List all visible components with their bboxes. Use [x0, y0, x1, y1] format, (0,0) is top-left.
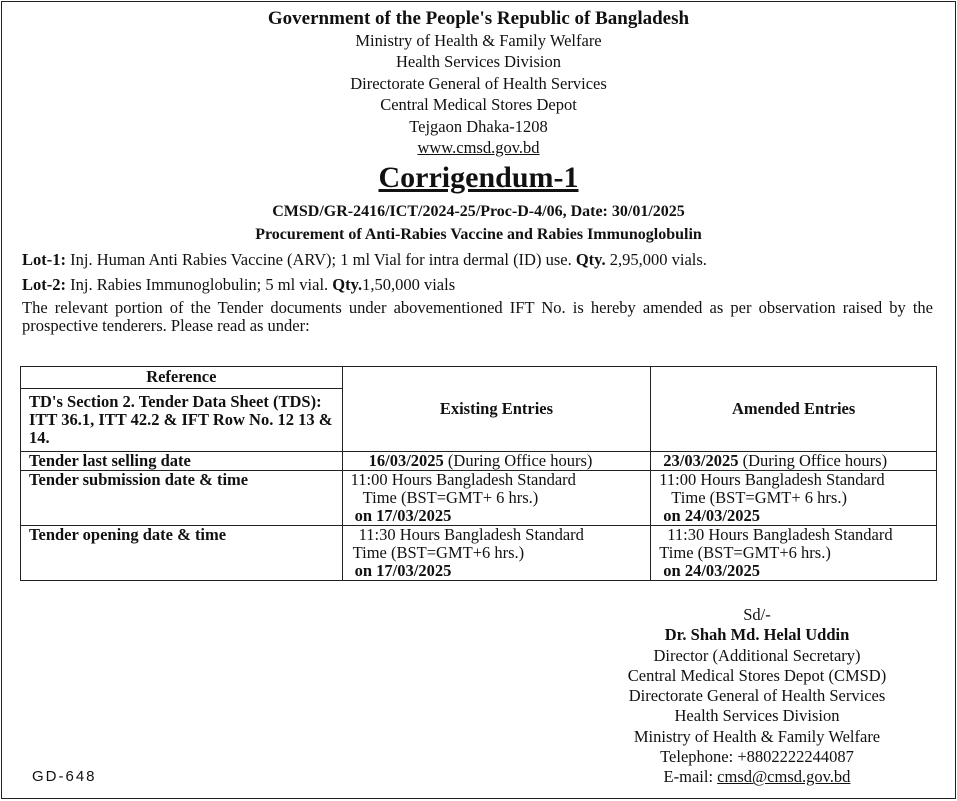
signature-sd: Sd/- [743, 605, 771, 624]
email-label: E-mail: [663, 767, 718, 787]
lot-label: Lot-1: [22, 250, 66, 270]
existing-date: on 17/03/2025 [354, 506, 452, 525]
email-link[interactable]: cmsd@cmsd.gov.bd [717, 767, 851, 787]
directorate-name: Directorate General of Health Services [350, 73, 607, 93]
signatory-designation: Director (Additional Secretary) [653, 645, 861, 665]
government-name: Government of the People's Republic of Bangladesh [267, 8, 690, 29]
existing-date: on 17/03/2025 [354, 561, 452, 580]
lot-2 [2, 274, 955, 296]
signatory-telephone: Telephone: +8802222244087 [660, 747, 854, 767]
existing-date: 16/03/2025 [368, 451, 444, 470]
table-row [21, 452, 937, 471]
depot-address: Tejgaon Dhaka-1208 [409, 116, 548, 136]
amended-entry [651, 452, 937, 471]
amended-entries-header: Amended Entries [651, 367, 937, 452]
lot-qty: 1,50,000 vials [362, 275, 456, 295]
table-header-row [21, 367, 937, 452]
amended-date: 23/03/2025 [663, 451, 739, 470]
lot-description: Inj. Rabies Immunoglobulin; 5 ml vial. [66, 275, 333, 295]
depot-name: Central Medical Stores Depot [380, 95, 577, 115]
amended-entry [651, 526, 937, 581]
existing-note: (During Office hours) [443, 451, 593, 470]
amended-time: 11:30 Hours Bangladesh Standard [667, 525, 893, 544]
reference-cell [21, 367, 343, 452]
row-label: Tender opening date & time [21, 526, 343, 581]
division-name: Health Services Division [396, 52, 561, 72]
existing-timezone: Time (BST=GMT+ 6 hrs.) [362, 488, 539, 507]
amended-date: on 24/03/2025 [663, 561, 761, 580]
lot-qty-label: Qty. [332, 275, 363, 295]
row-label: Tender submission date & time [21, 471, 343, 526]
existing-entry [342, 471, 651, 526]
amended-timezone: Time (BST=GMT+6 hrs.) [659, 543, 831, 562]
reference-header: Reference [21, 367, 342, 389]
existing-entry [342, 452, 651, 471]
existing-entry [342, 526, 651, 581]
signatory-office: Central Medical Stores Depot (CMSD) [627, 665, 887, 685]
amended-note: (During Office hours) [738, 451, 888, 470]
lot-qty-label: Qty. [575, 250, 606, 270]
reference-text: TD's Section 2. Tender Data Sheet (TDS): ITT 36.1, ITT 42.2 & IFT Row No. 12 13 & 14. [29, 392, 333, 447]
signatory-division: Health Services Division [674, 706, 840, 726]
existing-time: 11:00 Hours Bangladesh Standard [350, 470, 576, 489]
signatory-name: Dr. Shah Md. Helal Uddin [664, 625, 850, 645]
lot-qty: 2,95,000 vials. [605, 250, 707, 270]
gd-code: GD-648 [32, 768, 97, 785]
signatory-ministry: Ministry of Health & Family Welfare [633, 726, 881, 746]
lot-label: Lot-2: [22, 275, 66, 295]
corrigendum-notice [1, 1, 956, 799]
notice-reference: CMSD/GR-2416/ICT/2024-25/Proc-D-4/06, Date: 30/01/2025 [272, 203, 685, 221]
table-row [21, 526, 937, 581]
existing-timezone: Time (BST=GMT+6 hrs.) [352, 543, 525, 562]
signatory-email-line [592, 767, 922, 787]
amended-entry [651, 471, 937, 526]
row-label: Tender last selling date [21, 452, 343, 471]
amendment-intro: The relevant portion of the Tender documents under abovementioned IFT No. is hereby amended as per observation raised by the prospective tenderers. Please read as under: [22, 298, 933, 336]
existing-entries-header: Existing Entries [342, 367, 651, 452]
lot-description: Inj. Human Anti Rabies Vaccine (ARV); 1 ml Vial for intra dermal (ID) use. [66, 250, 576, 270]
table-row [21, 471, 937, 526]
existing-time: 11:30 Hours Bangladesh Standard [358, 525, 584, 544]
ministry-name: Ministry of Health & Family Welfare [355, 31, 602, 50]
letterhead [2, 2, 955, 158]
amendment-table [20, 366, 937, 581]
amended-date: on 24/03/2025 [663, 506, 761, 525]
amended-timezone: Time (BST=GMT+ 6 hrs.) [671, 488, 847, 507]
website-link[interactable]: www.cmsd.gov.bd [417, 138, 540, 158]
notice-title: Corrigendum-1 [378, 161, 579, 195]
amended-time: 11:00 Hours Bangladesh Standard [659, 470, 885, 489]
signatory-directorate: Directorate General of Health Services [628, 686, 886, 706]
lot-1 [2, 249, 955, 271]
procurement-title: Procurement of Anti-Rabies Vaccine and Rabies Immunoglobulin [255, 226, 702, 244]
signature-block [592, 605, 922, 788]
